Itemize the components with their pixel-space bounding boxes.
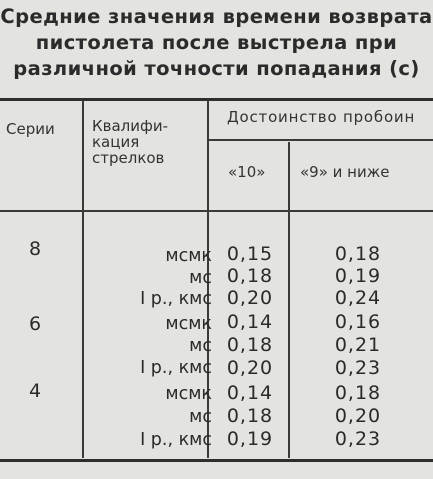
value-9-cell: 0,20 <box>334 405 382 427</box>
qualification-cell: мсмк <box>165 384 212 404</box>
qualification-cell: мс <box>189 268 212 288</box>
value-9-cell: 0,18 <box>334 243 382 265</box>
title-line-1: Средние значения времени возврата <box>0 5 433 28</box>
value-9-cell: 0,24 <box>334 287 382 309</box>
value-9-cell: 0,16 <box>334 311 382 333</box>
value-10-cell: 0,20 <box>226 357 274 379</box>
bottom-rule <box>0 459 433 462</box>
qualification-cell: мсмк <box>165 314 212 334</box>
header-col-9: «9» и ниже <box>300 163 390 181</box>
qualification-cell: мс <box>189 407 212 427</box>
header-qualification <box>92 118 168 166</box>
value-9-cell: 0,23 <box>334 428 382 450</box>
value-9-cell: 0,21 <box>334 334 382 356</box>
header-col-10: «10» <box>228 163 266 181</box>
value-10-cell: 0,20 <box>226 287 274 309</box>
title-line-2: пистолета после выстрела при <box>35 31 398 54</box>
header-qualification-line-3: стрелков <box>92 149 165 167</box>
value-10-cell: 0,18 <box>226 334 274 356</box>
qualification-cell: I р., кмс <box>140 289 212 309</box>
series-label: 4 <box>28 380 42 402</box>
header-qualification-line-1: Квалифи- <box>92 117 169 135</box>
column-divider-3 <box>288 142 290 458</box>
header-series: Серии <box>6 120 55 138</box>
header-qualification-line-2: кация <box>92 133 140 151</box>
value-10-cell: 0,14 <box>226 311 274 333</box>
value-9-cell: 0,23 <box>334 357 382 379</box>
qualification-cell: I р., кмс <box>140 358 212 378</box>
value-10-cell: 0,19 <box>226 428 274 450</box>
header-bottom-rule <box>0 210 433 212</box>
title-line-3: различной точности попадания (с) <box>13 57 420 80</box>
series-label: 8 <box>28 238 42 260</box>
qualification-cell: I р., кмс <box>140 430 212 450</box>
value-10-cell: 0,15 <box>226 243 274 265</box>
value-10-cell: 0,18 <box>226 265 274 287</box>
qualification-cell: мс <box>189 336 212 356</box>
top-rule <box>0 98 433 101</box>
column-divider-1 <box>82 100 84 458</box>
value-10-cell: 0,14 <box>226 382 274 404</box>
value-10-cell: 0,18 <box>226 405 274 427</box>
value-9-cell: 0,18 <box>334 382 382 404</box>
table-title <box>0 4 433 82</box>
group-header-rule <box>209 139 433 141</box>
series-label: 6 <box>28 313 42 335</box>
header-group: Достоинство пробоин <box>227 108 416 126</box>
qualification-cell: мсмк <box>165 246 212 266</box>
value-9-cell: 0,19 <box>334 265 382 287</box>
